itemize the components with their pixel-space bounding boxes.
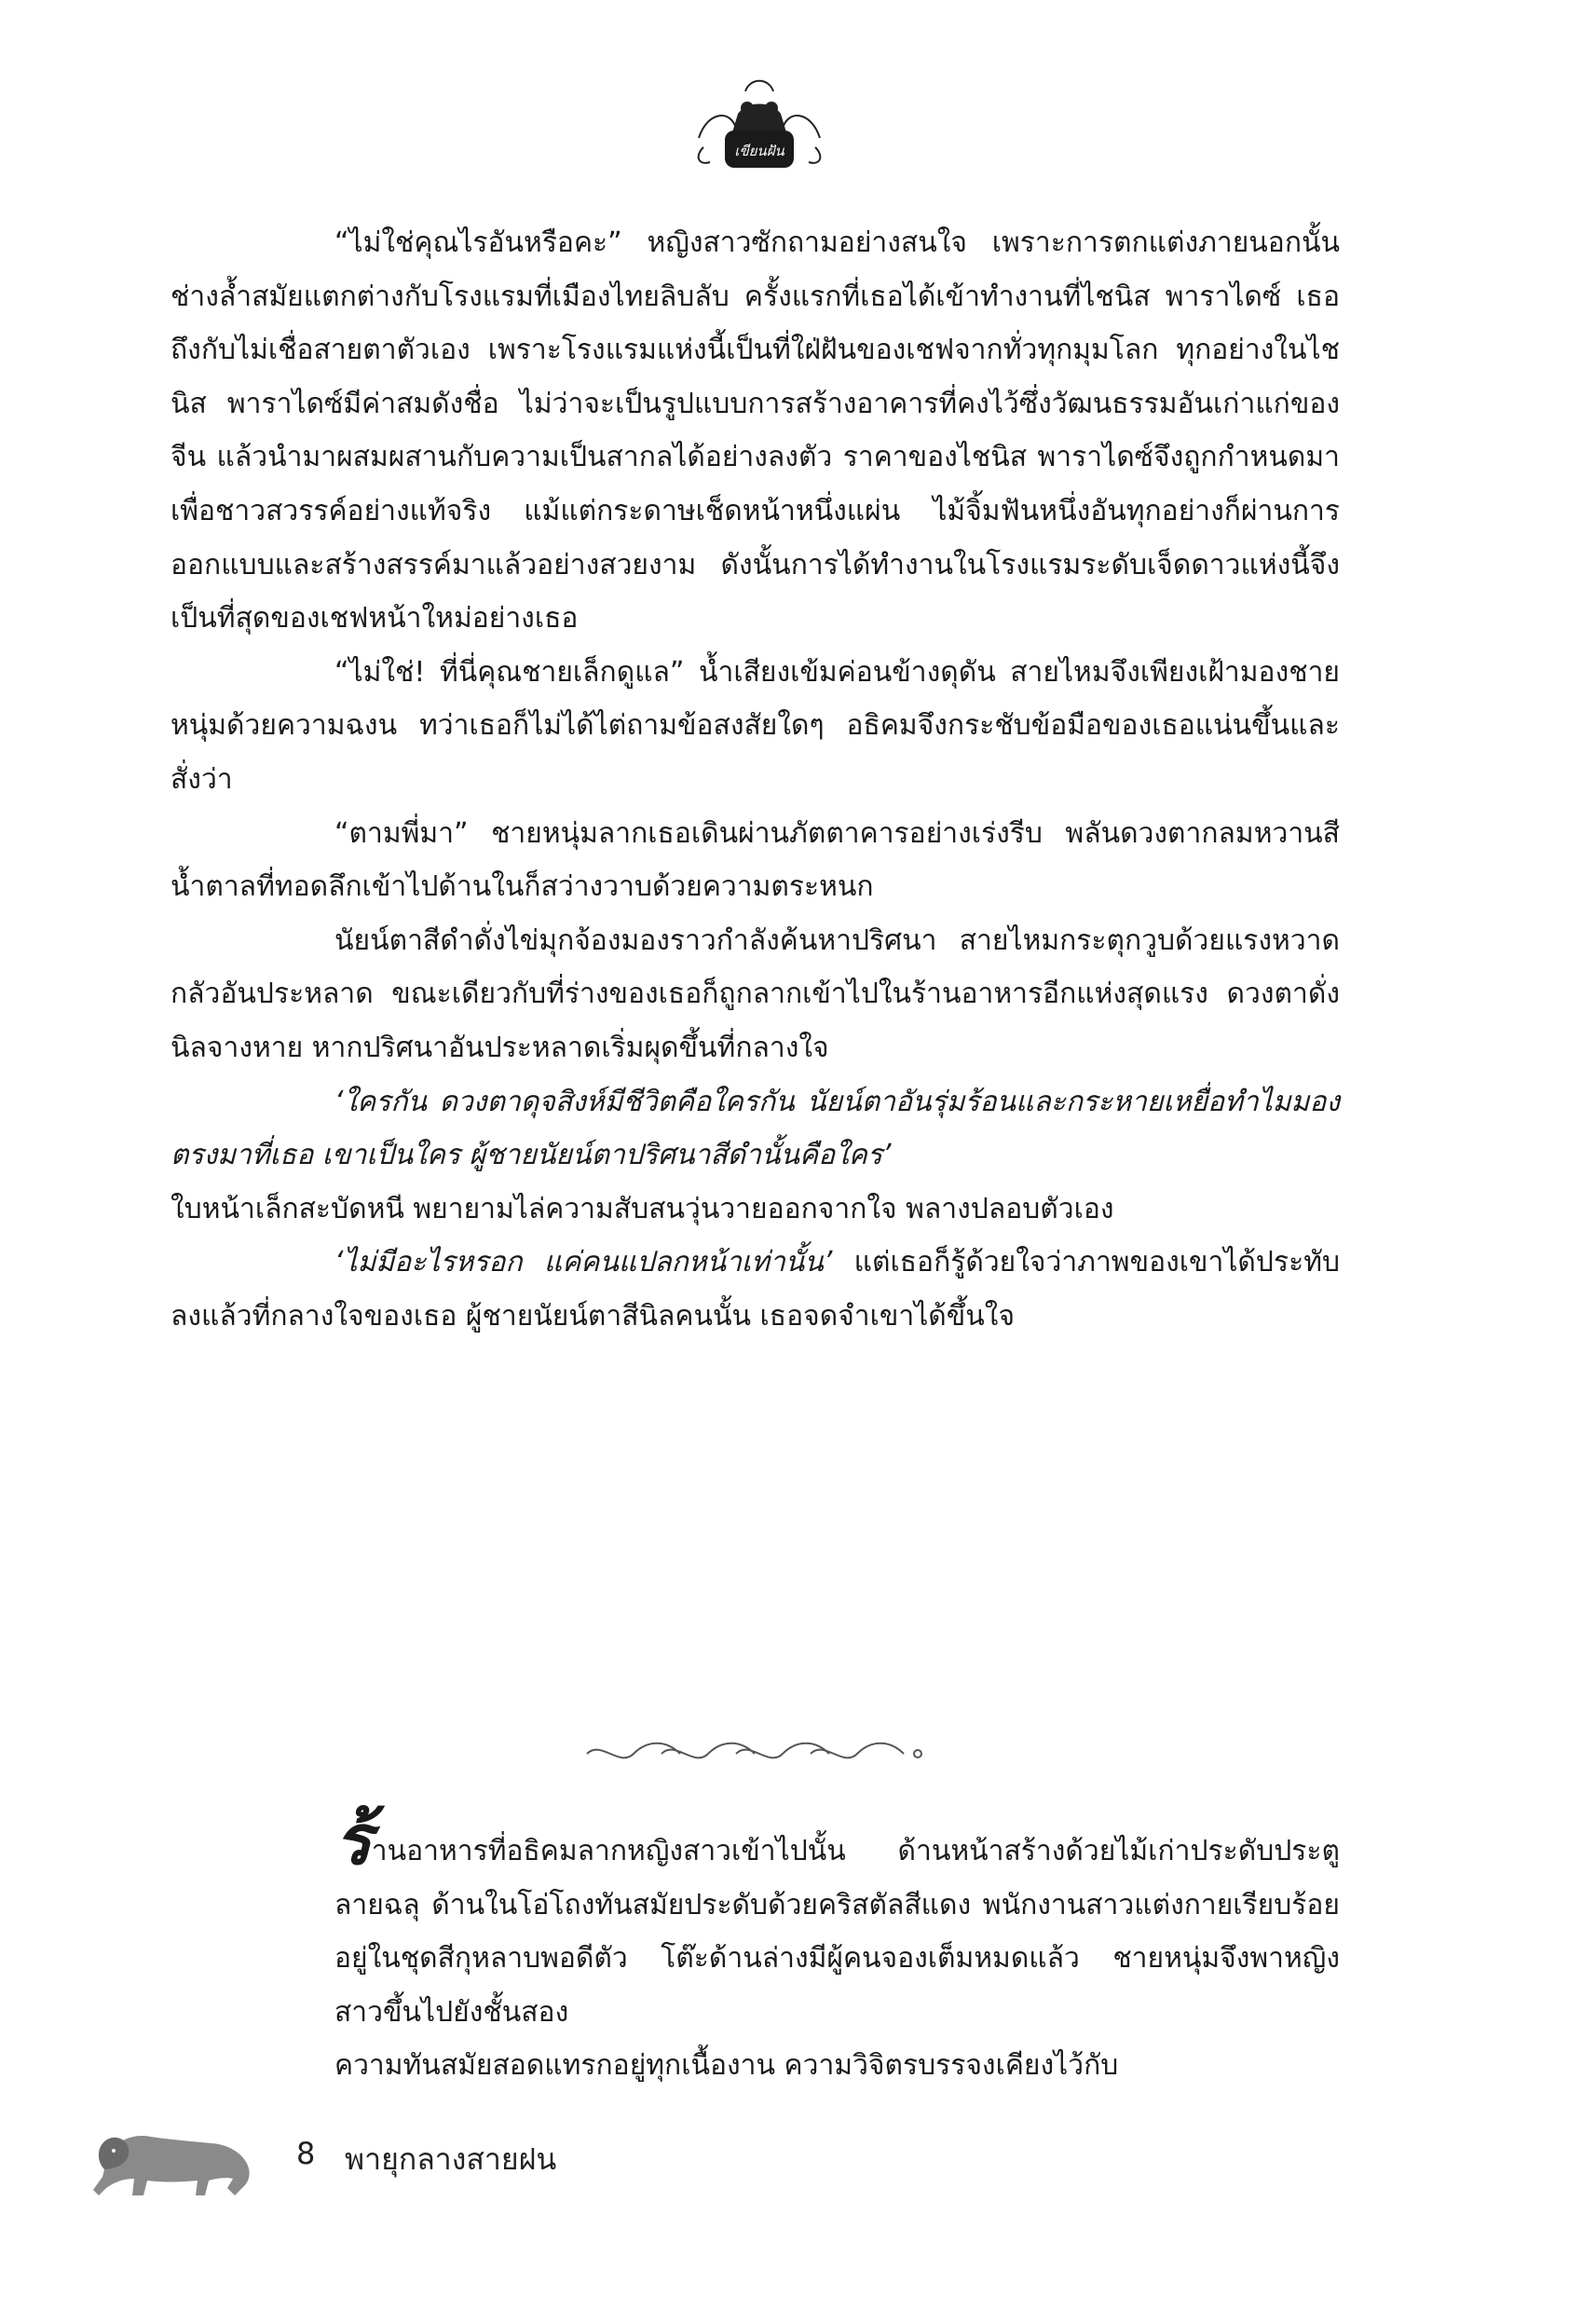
ornament-divider [578, 1735, 932, 1772]
paragraph-3: “ตามพี่มา” ชายหนุ่มลากเธอเดินผ่านภัตตาคารอย่างเร่งรีบ พลันดวงตากลมหวานสีน้ำตาลที่ทอดลึกเข้าไปด้านในก็สว่างวาบด้วยความตระหนก [171, 816, 1340, 904]
paragraph-5-thought: ‘ใครกัน ดวงตาดุจสิงห์มีชีวิตคือใครกัน นัยน์ตาอันรุ่มร้อนและกระหายเหยื่อทำไมมองตรงมาที่เธอ เขาเป็นใคร ผู้ชายนัยน์ตาปริศนาสีดำนั้นคือใคร’ [171, 1085, 1340, 1172]
paragraph-6-thought: ‘ไม่มีอะไรหรอก แค่คนแปลกหน้าเท่านั้น’ [334, 1246, 833, 1279]
page-body [171, 216, 1340, 1343]
dropcap: ร้ [334, 1800, 372, 1880]
section-two-first-paragraph [171, 1802, 1340, 2039]
section-two-second-paragraph: ความทันสมัยสอดแทรกอยู่ทุกเนื้องาน ความวิจิตรบรรจงเคียงไว้กับ [334, 2049, 1119, 2083]
paragraph-5-text: ใบหน้าเล็กสะบัดหนี พยายามไล่ความสับสนวุ่นวายออกจากใจ พลางปลอบตัวเอง [171, 1192, 1114, 1225]
page-number: 8 [296, 2136, 316, 2171]
book-title: พายุกลางสายฝน [345, 2141, 557, 2177]
paragraph-5 [171, 1075, 1340, 1237]
emblem-text: เขียนฝัน [734, 143, 784, 159]
paragraph-6-text: แต่เธอก็รู้ด้วยใจว่าภาพของเขาได้ประทับลงแล้วที่กลางใจของเธอ ผู้ชายนัยน์ตาสีนิลคนนั้น เธอจดจำเขาได้ขึ้นใจ [171, 1246, 1341, 1333]
paragraph-6 [171, 1236, 1340, 1343]
section-two [171, 1802, 1340, 2093]
paragraph-4: นัยน์ตาสีดำดั่งไข่มุกจ้องมองราวกำลังค้นหาปริศนา สายไหมกระตุกวูบด้วยแรงหวาดกลัวอันประหลาด ขณะเดียวกับที่ร่างของเธอก็ถูกลากเข้าไปในร้านอาหารอีกแห่งสุดแรง ดวงตาดั่งนิลจางหาย หากปริศนาอันประหลาดเริ่มผุดขึ้นที่กลางใจ [171, 923, 1340, 1064]
lion-icon [86, 2113, 263, 2202]
section-two-first-paragraph-text: านอาหารที่อธิคมลากหญิงสาวเข้าไปนั้น ด้านหน้าสร้างด้วยไม้เก่าประดับประตูลายฉลุ ด้านในโอ่โถงทันสมัยประดับด้วยคริสตัลสีแดง พนักงานสาวแต่งกายเรียบร้อยอยู่ในชุดสีกุหลาบพอดีตัว โต๊ะด้านล่างมีผู้คนจองเต็มหมดแล้ว ชายหนุ่มจึงพาหญิงสาวขึ้นไปยังชั้นสอง [334, 1835, 1340, 2029]
paragraph-2: “ไม่ใช่! ที่นี่คุณชายเล็กดูแล” น้ำเสียงเข้มค่อนข้างดุดัน สายไหมจึงเพียงเฝ้ามองชายหนุ่มด้วยความฉงน ทว่าเธอก็ไม่ได้ไต่ถามข้อสงสัยใดๆ อธิคมจึงกระชับข้อมือของเธอแน่นขึ้นและสั่งว่า [171, 655, 1340, 796]
paragraph-1: “ไม่ใช่คุณไรอันหรือคะ” หญิงสาวซักถามอย่างสนใจ เพราะการตกแต่งภายนอกนั้นช่างล้ำสมัยแตกต่างกับโรงแรมที่เมืองไทยลิบลับ ครั้งแรกที่เธอได้เข้าทำงานที่ไชนิส พาราไดซ์ เธอถึงกับไม่เชื่อสายตาตัวเอง เพราะโรงแรมแห่งนี้เป็นที่ใฝ่ฝันของเชฟจากทั่วทุกมุมโลก ทุกอย่างในไชนิส พาราไดซ์มีค่าสมดังชื่อ ไม่ว่าจะเป็นรูปแบบการสร้างอาคารที่คงไว้ซึ่งวัฒนธรรมอันเก่าแก่ของจีน แล้วนำมาผสมผสานกับความเป็นสากลได้อย่างลงตัว ราคาของไชนิส พาราไดซ์จึงถูกกำหนดมาเพื่อชาวสวรรค์อย่างแท้จริง แม้แต่กระดาษเช็ดหน้าหนึ่งแผ่น ไม้จิ้มฟันหนึ่งอันทุกอย่างก็ผ่านการออกแบบและสร้างสรรค์มาแล้วอย่างสวยงาม ดังนั้นการได้ทำงานในโรงแรมระดับเจ็ดดาวแห่งนี้จึงเป็นที่สุดของเชฟหน้าใหม่อย่างเธอ [171, 226, 1340, 636]
publisher-emblem [689, 73, 829, 177]
